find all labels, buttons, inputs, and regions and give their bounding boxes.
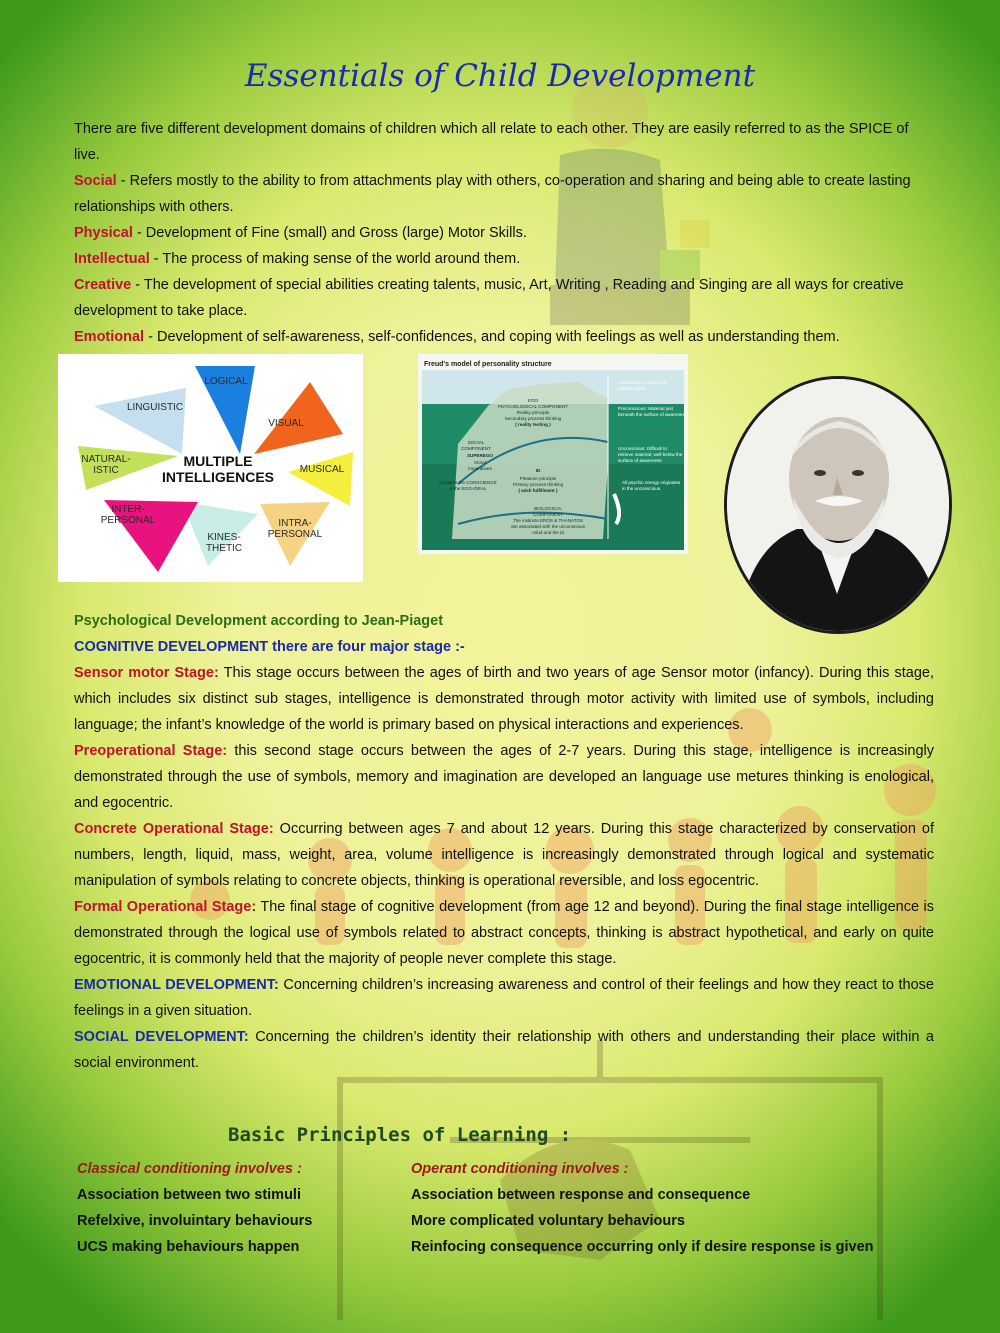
mi-label: KINES- [207, 532, 241, 543]
freud-superego-1: SOCIAL [467, 440, 485, 445]
freud-conscious-1: Conscious: Contact with [618, 380, 668, 385]
domain-text: - The process of making sense of the world around them. [149, 251, 521, 267]
portrait-photo [727, 379, 949, 631]
piaget-heading: Psychological Development according to Jean-Piaget [74, 613, 444, 629]
classical-item: UCS making behaviours happen [77, 1239, 300, 1255]
freud-conscience-2: & the EGO-IDEAL [449, 486, 487, 491]
mi-label: VISUAL [268, 418, 304, 429]
freud-id-2: Pleasure principle [519, 476, 557, 481]
freud-biological-5: mind and the id [532, 530, 564, 535]
freud-psychic-1: All psychic energy originates [622, 480, 681, 485]
mi-label: INTER- [111, 504, 145, 515]
domain-text: - Development of self-awareness, self-confidences, and coping with feelings as well as understanding them. [144, 329, 840, 345]
mi-label: LOGICAL [204, 376, 248, 387]
social-text: Concerning the children’s identity their relationship with others and understanding their place within a social environment. [74, 1029, 935, 1071]
domain-label: Creative [74, 277, 132, 293]
mi-center-title: INTELLIGENCES [161, 469, 275, 485]
principles-title: Basic Principles of Learning : [228, 1124, 572, 1146]
emotional-text: Concerning children’s increasing awareness and control of their feelings and how they react to those feelings in a given situation. [74, 977, 934, 1019]
freud-unconscious-2: retrieve material; well below the [618, 452, 683, 457]
domain-emotional [74, 324, 934, 350]
freud-ego-3: Reality principle [516, 410, 550, 415]
freud-superego-5: imperatives [468, 466, 492, 471]
freud-conscious-2: outside world [618, 386, 646, 391]
classical-item: Refelxive, involuintary behaviours [77, 1213, 313, 1229]
portrait-frame [724, 376, 952, 634]
domain-label: Emotional [74, 329, 145, 345]
freud-superego-2: COMPONENT [461, 446, 491, 451]
freud-biological-4: are associated with the unconscious [511, 524, 585, 529]
classical-conditioning-column [77, 1156, 397, 1260]
mi-label: PERSONAL [100, 515, 156, 526]
freud-psychic-2: in the unconscious. [622, 486, 662, 491]
freud-id-3: Primary process thinking [512, 482, 564, 487]
classical-heading: Classical conditioning involves : [77, 1161, 302, 1177]
page-title: Essentials of Child Development [244, 58, 756, 94]
freud-unconscious-1: Unconscious: Difficult to [618, 446, 667, 451]
stage-preoperational [74, 738, 934, 816]
mi-label: NATURAL- [81, 454, 131, 465]
stage-label: Sensor motor Stage: [74, 665, 219, 681]
domain-label: Intellectual [74, 251, 150, 267]
cognitive-heading: COGNITIVE DEVELOPMENT there are four major stage :- [74, 639, 465, 655]
domain-text: - Refers mostly to the ability to from attachments play with others, co-operation and sharing and being able to create lasting relationships with others. [74, 173, 911, 215]
freud-unconscious-3: surface of awareness [618, 458, 662, 463]
domain-creative [74, 272, 934, 324]
domain-text: - Development of Fine (small) and Gross (large) Motor Skills. [132, 225, 527, 241]
operant-conditioning-column [411, 1156, 951, 1260]
stage-concrete-operational [74, 816, 934, 894]
classical-item: Association between two stimuli [77, 1187, 301, 1203]
freud-model-figure [418, 354, 688, 554]
freud-heading: Freud's model of personality structure [424, 361, 552, 368]
operant-item: Reinfocing consequence occurring only if desire response is given [411, 1239, 874, 1255]
mi-label: ISTIC [93, 465, 119, 476]
stage-label: Formal Operational Stage: [74, 899, 257, 915]
freud-ego-4: Secondary process thinking [504, 416, 562, 421]
bearded-man-portrait [727, 379, 949, 631]
mi-center-title: MULTIPLE [183, 453, 253, 469]
mi-label: INTRA- [278, 518, 312, 529]
operant-item: Association between response and consequence [411, 1187, 751, 1203]
domain-social [74, 168, 934, 220]
freud-id-4: ( wish fulfillment ) [518, 488, 558, 493]
mi-segment-musical [288, 452, 353, 506]
freud-superego-4: Moral [474, 460, 486, 465]
multiple-intelligences-figure [58, 354, 363, 582]
emotional-development [74, 972, 934, 1024]
freud-ego-5: ( reality testing ) [515, 422, 551, 427]
freud-id-1: ID [535, 468, 541, 473]
freud-ego-1: EGO [527, 398, 539, 403]
intro-lead: There are five different development domains of children which all relate to each other. They are easily referred to as the SPICE of live. [74, 121, 909, 163]
domain-intellectual [74, 246, 934, 272]
freud-preconscious-1: Preconscious: Material just [618, 406, 673, 411]
freud-preconscious-2: beneath the surface of awareness [618, 412, 688, 417]
emotional-label: EMOTIONAL DEVELOPMENT: [74, 977, 279, 993]
stage-text: this second stage occurs between the ages of 2-7 years. During this stage, intelligence is increasingly demonstrated through the use of symbols, memory and imagination are developed an language use metures thinking is enological, and egocentric. [74, 743, 935, 811]
freud-ego-2: PSYCHOLOGICAL COMPONENT [497, 404, 569, 409]
multiple-intelligences-diagram [58, 354, 363, 582]
piaget-section [74, 608, 934, 1076]
mi-label: THETIC [205, 543, 243, 554]
stage-sensor-motor [74, 660, 934, 738]
mi-label: PERSONAL [267, 529, 323, 540]
freud-superego-3: SUPEREGO [466, 453, 494, 458]
social-label: SOCIAL DEVELOPMENT: [74, 1029, 249, 1045]
stage-text: This stage occurs between the ages of birth and two years of age Sensor motor (infancy). During this stage, which includes six distinct sub stages, intelligence is demonstrated through motor activity with limited use of symbols, including language; the infant’s knowledge of the world is primary based on physical interactions and experiences. [74, 665, 934, 733]
freud-conscience-1: Contains the CONSCIENCE [439, 480, 497, 485]
domain-text: - The development of special abilities creating talents, music, Art, Writing , Reading and Singing are all ways for creative development to take place. [74, 277, 904, 319]
mi-segment-linguistic [94, 388, 186, 454]
stage-label: Concrete Operational Stage: [74, 821, 274, 837]
domain-label: Physical [74, 225, 133, 241]
intro-section [74, 116, 934, 350]
stage-formal-operational [74, 894, 934, 972]
freud-biological-3: The instincts EROS & THANATOS [512, 518, 584, 523]
domain-label: Social [74, 173, 117, 189]
social-development [74, 1024, 934, 1076]
stage-text: The final stage of cognitive development (from age 12 and beyond). During the final stage intelligence is demonstrated through the logical use of symbols related to abstract concepts, thinking is abstract hypothetical, and early on quite egocentric, it is commonly held that the majority of people never complete this stage. [74, 899, 934, 967]
operant-heading: Operant conditioning involves : [411, 1161, 629, 1177]
freud-biological-2: COMPONENT [533, 512, 563, 517]
domain-physical [74, 220, 934, 246]
mi-label: LINGUISTIC [126, 402, 184, 413]
stage-label: Preoperational Stage: [74, 743, 228, 759]
mi-label: MUSICAL [299, 464, 345, 475]
freud-biological-1: BIOLOGICAL [534, 506, 562, 511]
stage-text: Occurring between ages 7 and about 12 years. During this stage characterized by conservation of numbers, length, liquid, mass, weight, area, volume intelligence is increasingly demonstrated through logical and systematic manipulation of symbols relating to concrete objects, thinking is operational reversible, and loss egocentric. [74, 821, 934, 889]
freud-iceberg-diagram [418, 354, 688, 554]
operant-item: More complicated voluntary behaviours [411, 1213, 685, 1229]
